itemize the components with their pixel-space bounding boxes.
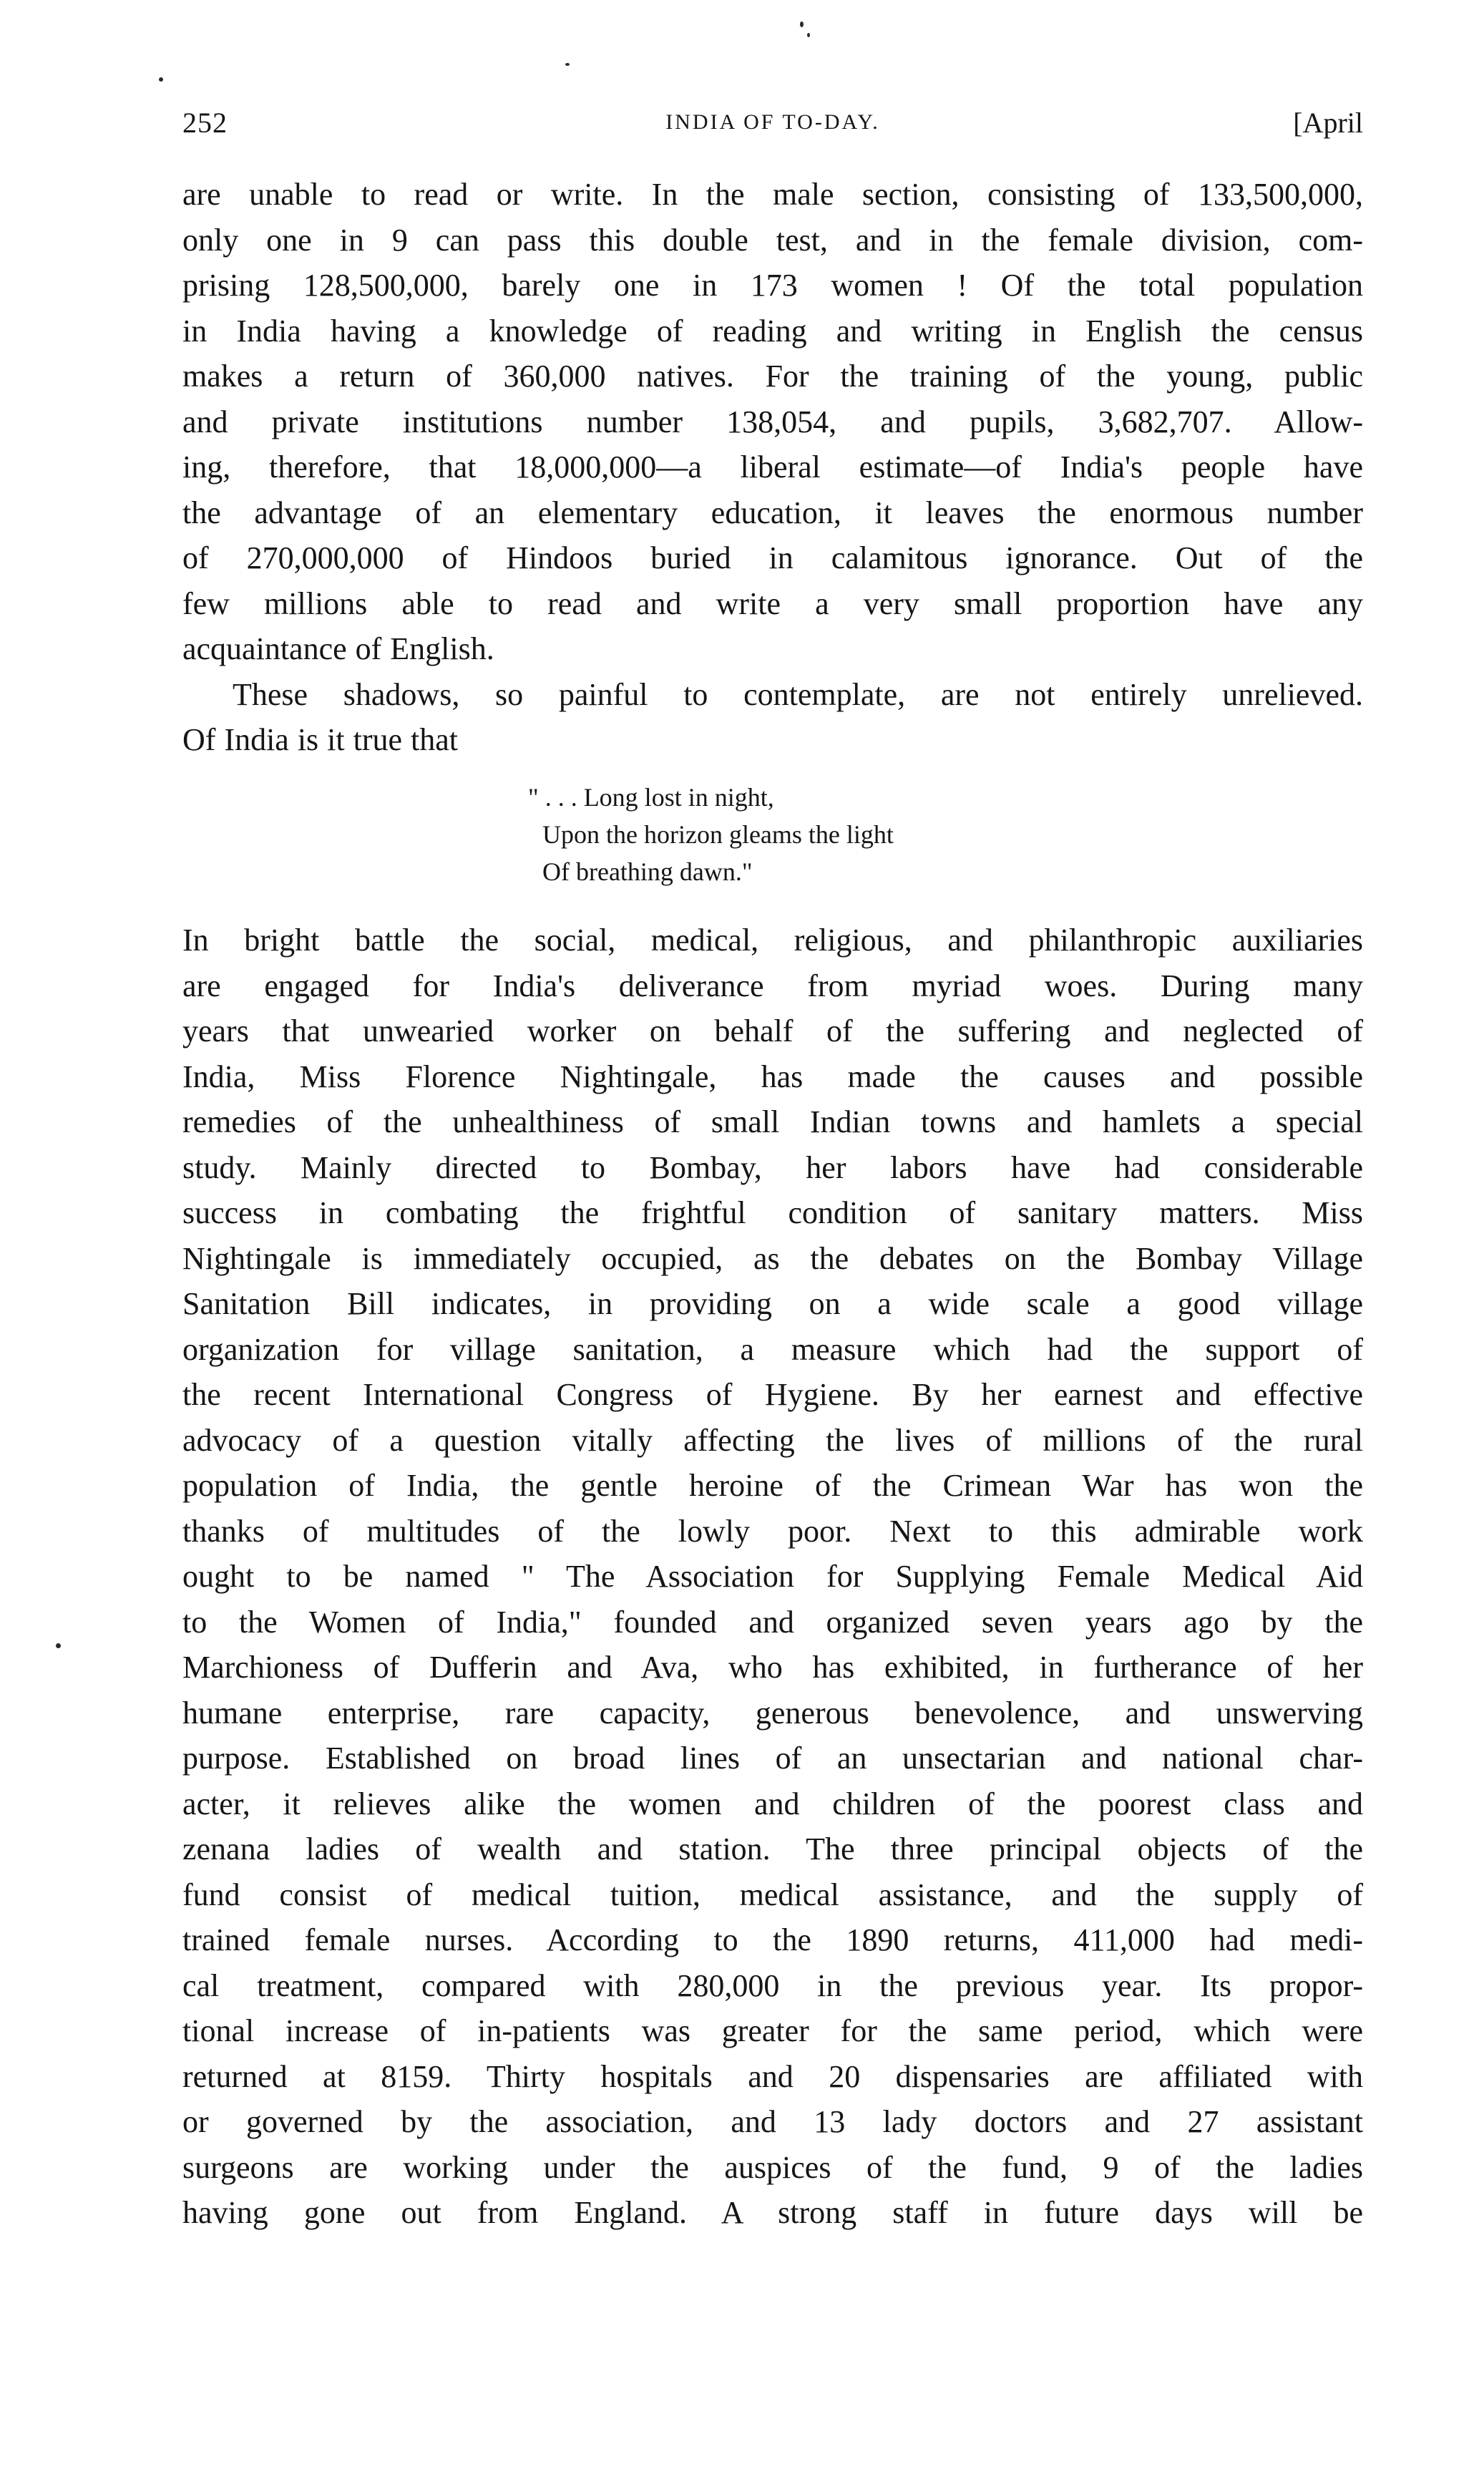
- text-line: makes a return of 360,000 natives. For the training of the young, public: [182, 359, 1363, 394]
- verse-line: " . . . Long lost in night,: [528, 783, 774, 812]
- text-line: thanks of multitudes of the lowly poor. Next to this admirable work: [182, 1513, 1363, 1549]
- paragraph-1: [182, 172, 1363, 763]
- scan-speck: [800, 21, 804, 27]
- text-line: success in combating the frightful condition of sanitary matters. Miss: [182, 1195, 1363, 1230]
- text-line: organization for village sanitation, a measure which had the support of: [182, 1331, 1363, 1367]
- text-line: cal treatment, compared with 280,000 in the previous year. Its propor-: [182, 1967, 1363, 2003]
- text-line: the recent International Congress of Hygiene. By her earnest and effective: [182, 1377, 1363, 1412]
- text-line: years that unwearied worker on behalf of the suffering and neglected of: [182, 1013, 1363, 1048]
- text-line: fund consist of medical tuition, medical assistance, and the supply of: [182, 1877, 1363, 1912]
- text-line: returned at 8159. Thirty hospitals and 20 dispensaries are affiliated with: [182, 2058, 1363, 2094]
- running-date: [April: [1293, 107, 1363, 139]
- text-line: population of India, the gentle heroine of the Crimean War has won the: [182, 1468, 1363, 1503]
- paragraph-2: [182, 918, 1363, 2236]
- text-line: surgeons are working under the auspices of the fund, 9 of the ladies: [182, 2149, 1363, 2185]
- text-line: trained female nurses. According to the 1890 returns, 411,000 had medi-: [182, 1922, 1363, 1957]
- text-line: ing, therefore, that 18,000,000—a liberal estimate—of India's people have: [182, 449, 1363, 485]
- text-line: and private institutions number 138,054, and pupils, 3,682,707. Allow-: [182, 404, 1363, 439]
- text-line: study. Mainly directed to Bombay, her labors have had considerable: [182, 1149, 1363, 1185]
- text-line: zenana ladies of wealth and station. The three principal objects of the: [182, 1831, 1363, 1867]
- text-line: In bright battle the social, medical, religious, and philanthropic auxiliaries: [182, 923, 1363, 958]
- text-line: are unable to read or write. In the male section, consisting of 133,500,000,: [182, 177, 1363, 212]
- text-line: prising 128,500,000, barely one in 173 women ! Of the total population: [182, 268, 1363, 303]
- text-line: few millions able to read and write a very small proportion have any: [182, 585, 1363, 621]
- text-line: ought to be named " The Association for Supplying Female Medical Aid: [182, 1559, 1363, 1594]
- text-line: the advantage of an elementary education, it leaves the enormous number: [182, 495, 1363, 530]
- running-head: [182, 106, 1363, 149]
- scan-speck: [159, 77, 163, 82]
- text-line: only one in 9 can pass this double test, and in the female division, com-: [182, 222, 1363, 258]
- text-line: humane enterprise, rare capacity, generous benevolence, and unswerving: [182, 1695, 1363, 1731]
- text-line: India, Miss Florence Nightingale, has made the causes and possible: [182, 1059, 1363, 1094]
- verse-quotation: [522, 779, 894, 890]
- text-line: Sanitation Bill indicates, in providing on a wide scale a good village: [182, 1286, 1363, 1321]
- text-line: tional increase of in-patients was greater for the same period, which were: [182, 2013, 1363, 2048]
- text-line: acquaintance of English.: [182, 631, 494, 666]
- page-number: 252: [182, 107, 228, 139]
- verse-line: Of breathing dawn.": [542, 857, 753, 886]
- verse-line: Upon the horizon gleams the light: [542, 820, 894, 849]
- text-line: having gone out from England. A strong staff in future days will be: [182, 2195, 1363, 2230]
- text-line: or governed by the association, and 13 lady doctors and 27 assistant: [182, 2104, 1363, 2139]
- text-line: to the Women of India," founded and organized seven years ago by the: [182, 1604, 1363, 1640]
- text-line: in India having a knowledge of reading and writing in English the census: [182, 313, 1363, 349]
- text-line: These shadows, so painful to contemplate, are not entirely unrelieved.: [233, 676, 1363, 712]
- text-line: advocacy of a question vitally affecting the lives of millions of the rural: [182, 1422, 1363, 1458]
- text-line: of 270,000,000 of Hindoos buried in calamitous ignorance. Out of the: [182, 540, 1363, 575]
- text-line: Marchioness of Dufferin and Ava, who has exhibited, in furtherance of her: [182, 1650, 1363, 1685]
- text-line: remedies of the unhealthiness of small Indian towns and hamlets a special: [182, 1104, 1363, 1139]
- text-line: are engaged for India's deliverance from myriad woes. During many: [182, 968, 1363, 1003]
- text-line: Nightingale is immediately occupied, as the debates on the Bombay Village: [182, 1240, 1363, 1276]
- scan-speck: [807, 33, 810, 37]
- text-line: Of India is it true that: [182, 722, 459, 757]
- scan-speck: [56, 1643, 61, 1648]
- running-title: INDIA OF TO-DAY.: [665, 110, 880, 134]
- scan-speck: [565, 63, 570, 66]
- text-line: acter, it relieves alike the women and children of the poorest class and: [182, 1786, 1363, 1821]
- text-line: purpose. Established on broad lines of an unsectarian and national char-: [182, 1741, 1363, 1776]
